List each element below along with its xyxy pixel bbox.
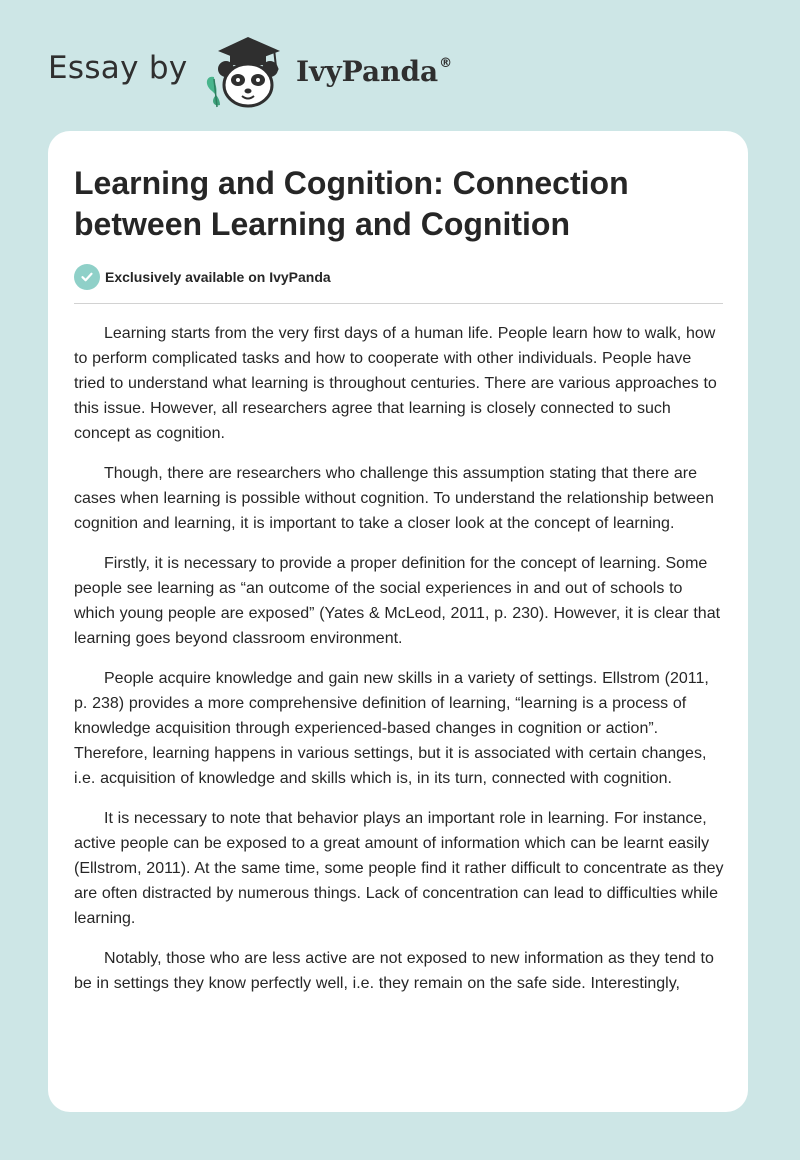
check-icon xyxy=(74,264,100,290)
paragraph: Learning starts from the very first days of a human life. People learn how to walk, how to perform complicated tasks and how to cooperate with other individuals. People have tried to understand what learning is throughout centuries. There are various approaches to this issue. However, all researchers agree that learning is closely connected to such concept as cognition. xyxy=(74,325,717,442)
site-header xyxy=(0,0,800,130)
paragraph: People acquire knowledge and gain new skills in a variety of settings. Ellstrom (2011, p. 238) provides a more comprehensive definition of learning, “learning is a process of knowledge acquisition through experienced-based changes in cognition or action”. Therefore, learning happens in various settings, but it is associated with certain changes, i.e. acquisition of knowledge and skills which is, in its turn, connected with cognition. xyxy=(74,670,709,787)
essay-by-label: Essay by xyxy=(48,50,188,86)
panda-logo-icon[interactable] xyxy=(200,35,292,109)
paragraph: Notably, those who are less active are not exposed to new information as they tend to be in settings they know perfectly well, i.e. they remain on the safe side. Interestingly, xyxy=(74,950,714,992)
paragraph: It is necessary to note that behavior plays an important role in learning. For instance, active people can be exposed to a great amount of information which can be learnt easily (Ellstrom, 2011). At the same time, some people find it rather difficult to concentrate as they are often distracted by numerous things. Lack of concentration can lead to difficulties while learning. xyxy=(74,810,724,927)
brand-name[interactable] xyxy=(296,55,452,88)
exclusive-badge-label: Exclusively available on IvyPanda xyxy=(105,269,331,285)
exclusive-badge xyxy=(74,264,331,290)
registered-mark: ® xyxy=(439,56,453,71)
paragraph: Though, there are researchers who challenge this assumption stating that there are cases when learning is possible without cognition. To understand the relationship between cognition and learning, it is important to take a closer look at the concept of learning. xyxy=(74,465,714,532)
essay-card xyxy=(48,131,748,1112)
brand-name-text: IvyPanda xyxy=(296,55,439,88)
paragraph: Firstly, it is necessary to provide a proper definition for the concept of learning. Some people see learning as “an outcome of the social experiences in and out of schools to which young people are exposed” (Yates & McLeod, 2011, p. 230). However, it is clear that learning goes beyond classroom environment. xyxy=(74,555,721,647)
essay-body xyxy=(74,321,724,1011)
essay-title: Learning and Cognition: Connection between Learning and Cognition xyxy=(74,165,629,242)
divider xyxy=(74,303,723,304)
